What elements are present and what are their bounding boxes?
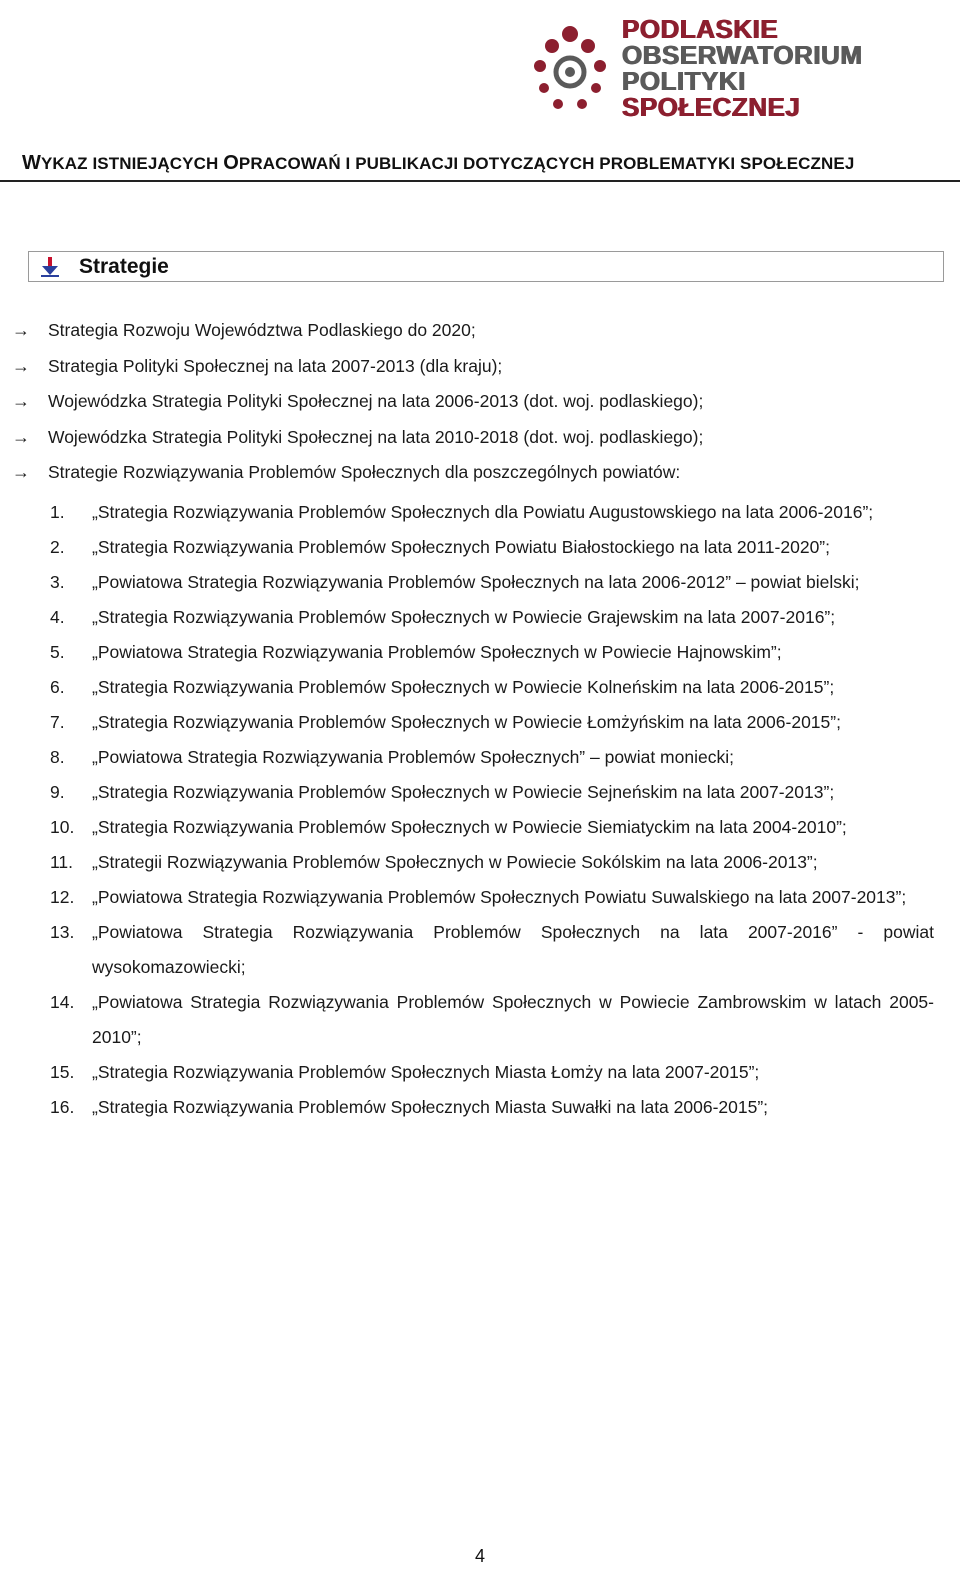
list-item bbox=[50, 985, 934, 1055]
header-part: W bbox=[22, 152, 41, 174]
list-item bbox=[50, 495, 934, 530]
list-item bbox=[50, 600, 934, 635]
organization-logo bbox=[530, 12, 930, 122]
list-item-number: 3. bbox=[50, 572, 65, 592]
numbered-list bbox=[50, 495, 934, 1125]
header-part: PRACOWAŃ I PUBLIKACJI DOTYCZĄCYCH PROBLEMATYKI SPOŁECZNEJ bbox=[238, 154, 855, 173]
list-item bbox=[12, 460, 942, 496]
list-item-number: 10. bbox=[50, 817, 75, 837]
list-item-text: „Strategia Rozwiązywania Problemów Społecznych w Powiecie Siemiatyckim na lata 2004-2010”; bbox=[92, 817, 847, 837]
list-item-text: „Powiatowa Strategia Rozwiązywania Problemów Społecznych” – powiat moniecki; bbox=[92, 747, 734, 767]
arrow-icon: → bbox=[12, 462, 30, 482]
list-item-number: 14. bbox=[50, 992, 75, 1012]
logo-people-icon bbox=[530, 22, 610, 112]
list-item-number: 11. bbox=[50, 852, 74, 872]
logo-line-1: PODLASKIE bbox=[622, 14, 779, 44]
list-item bbox=[50, 810, 934, 845]
list-item-number: 15. bbox=[50, 1062, 75, 1082]
list-item bbox=[50, 880, 934, 915]
logo-line-3: POLITYKI bbox=[622, 66, 746, 96]
list-item-number: 6. bbox=[50, 677, 65, 697]
header-divider bbox=[0, 180, 960, 182]
list-item-text: „Powiatowa Strategia Rozwiązywania Problemów Społecznych na lata 2007-2016” - powiat wysokomazowiecki; bbox=[92, 922, 934, 977]
list-item bbox=[12, 425, 942, 461]
list-item-text: „Powiatowa Strategia Rozwiązywania Problemów Społecznych Powiatu Suwalskiego na lata 2007-2013”; bbox=[92, 887, 907, 907]
list-item bbox=[50, 845, 934, 880]
list-item-text: „Strategia Rozwiązywania Problemów Społecznych w Powiecie Sejneńskim na lata 2007-2013”; bbox=[92, 782, 835, 802]
list-item-text: Strategia Polityki Społecznej na lata 2007-2013 (dla kraju); bbox=[48, 355, 503, 376]
arrow-icon: → bbox=[12, 355, 30, 376]
list-item bbox=[12, 389, 942, 425]
arrow-icon: → bbox=[12, 320, 30, 340]
list-item-number: 8. bbox=[50, 747, 65, 767]
arrow-list bbox=[12, 318, 942, 496]
header-part: YKAZ ISTNIEJĄCYCH bbox=[40, 154, 224, 173]
list-item-number: 4. bbox=[50, 607, 65, 627]
list-item bbox=[50, 530, 934, 565]
list-item-number: 1. bbox=[50, 502, 65, 522]
list-item-number: 7. bbox=[50, 712, 65, 732]
list-item-text: „Strategia Rozwiązywania Problemów Społecznych Miasta Łomży na lata 2007-2015”; bbox=[92, 1062, 760, 1082]
list-item-text: Wojewódzka Strategia Polityki Społecznej na lata 2006-2013 (dot. woj. podlaskiego); bbox=[48, 391, 704, 411]
list-item bbox=[50, 1090, 934, 1125]
list-item bbox=[50, 1055, 934, 1090]
list-item bbox=[50, 775, 934, 810]
list-item-text: „Powiatowa Strategia Rozwiązywania Problemów Społecznych w Powiecie Hajnowskim”; bbox=[92, 642, 782, 662]
list-item-text: „Strategia Rozwiązywania Problemów Społecznych dla Powiatu Augustowskiego na lata 2006-2016”; bbox=[92, 502, 874, 522]
section-title: Strategie bbox=[79, 255, 169, 278]
list-item-number: 5. bbox=[50, 642, 65, 662]
logo-line-2: OBSERWATORIUM bbox=[622, 40, 863, 70]
list-item-number: 16. bbox=[50, 1097, 75, 1117]
list-item bbox=[50, 565, 934, 600]
list-item bbox=[12, 318, 942, 354]
list-item-text: „Powiatowa Strategia Rozwiązywania Problemów Społecznych na lata 2006-2012” – powiat bielski; bbox=[92, 572, 860, 592]
list-item bbox=[50, 705, 934, 740]
list-item-text: „Strategia Rozwiązywania Problemów Społecznych Powiatu Białostockiego na lata 2011-2020”; bbox=[92, 537, 830, 557]
logo-line-4: SPOŁECZNEJ bbox=[622, 92, 801, 122]
document-header bbox=[22, 152, 942, 175]
page-number: 4 bbox=[474, 1546, 485, 1566]
logo-wordmark bbox=[622, 16, 863, 120]
list-item-number: 13. bbox=[50, 922, 75, 942]
list-item-text: Strategie Rozwiązywania Problemów Społecznych dla poszczególnych powiatów: bbox=[48, 462, 681, 482]
list-item-text: Strategia Rozwoju Województwa Podlaskiego do 2020; bbox=[48, 320, 476, 340]
section-heading-box bbox=[28, 251, 944, 282]
list-item bbox=[50, 740, 934, 775]
list-item-number: 2. bbox=[50, 537, 65, 557]
header-part: O bbox=[223, 152, 239, 174]
arrow-icon: → bbox=[12, 426, 30, 447]
arrow-icon: → bbox=[12, 391, 30, 411]
list-item-text: Wojewódzka Strategia Polityki Społecznej na lata 2010-2018 (dot. woj. podlaskiego); bbox=[48, 426, 704, 447]
list-item bbox=[50, 670, 934, 705]
list-item-text: „Powiatowa Strategia Rozwiązywania Problemów Społecznych w Powiecie Zambrowskim w latach 2005-2010”; bbox=[92, 992, 934, 1047]
list-item bbox=[50, 915, 934, 985]
list-item bbox=[12, 354, 942, 390]
list-item bbox=[50, 635, 934, 670]
list-item-text: „Strategia Rozwiązywania Problemów Społecznych w Powiecie Kolneńskim na lata 2006-2015”; bbox=[92, 677, 835, 697]
list-item-text: „Strategia Rozwiązywania Problemów Społecznych w Powiecie Grajewskim na lata 2007-2016”; bbox=[92, 607, 836, 627]
list-item-text: „Strategii Rozwiązywania Problemów Społecznych w Powiecie Sokólskim na lata 2006-2013”; bbox=[92, 852, 818, 872]
list-item-text: „Strategia Rozwiązywania Problemów Społecznych Miasta Suwałki na lata 2006-2015”; bbox=[92, 1097, 769, 1117]
list-item-number: 12. bbox=[50, 887, 75, 907]
list-item-text: „Strategia Rozwiązywania Problemów Społecznych w Powiecie Łomżyńskim na lata 2006-2015”; bbox=[92, 712, 841, 732]
bullet-arrow-icon bbox=[39, 256, 61, 278]
list-item-number: 9. bbox=[50, 782, 65, 802]
